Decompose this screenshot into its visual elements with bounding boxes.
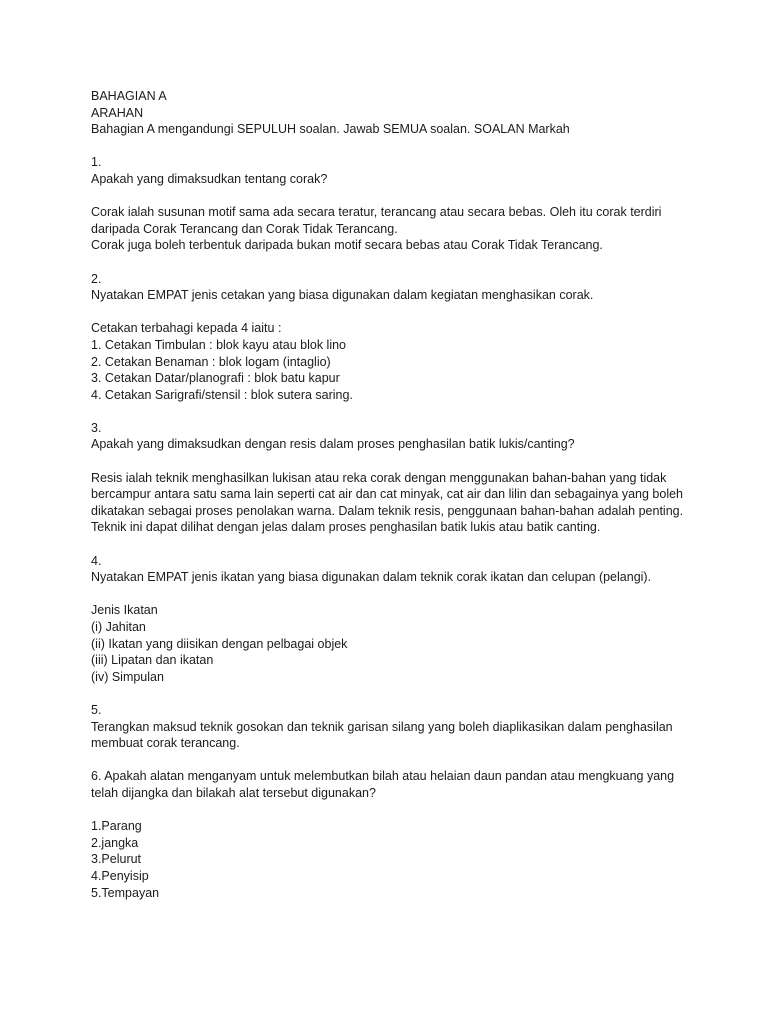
question-4-list-item: (i) Jahitan [91,620,146,634]
question-1-answer-line: Corak ialah susunan motif sama ada secara teratur, terancang atau secara bebas. Oleh itu corak terdiri [91,205,662,220]
question-2-list-item: 4. Cetakan Sarigrafi/stensil : blok sutera saring. [91,387,353,402]
spacer [91,453,711,470]
spacer [91,254,711,271]
question-1-text: Apakah yang dimaksudkan tentang corak? [91,171,328,186]
question-2-number: 2. [91,271,102,286]
question-5-text-line: Terangkan maksud teknik gosokan dan teknik garisan silang yang boleh diaplikasikan dalam penghasilan [91,719,673,734]
question-3-number: 3. [91,420,102,435]
question-3-text: Apakah yang dimaksudkan dengan resis dalam proses penghasilan batik lukis/canting? [91,437,575,452]
spacer [91,802,711,819]
question-3-answer-line: dikatakan sebagai proses penolakan warna. Dalam teknik resis, penggunaan bahan-bahan adalah penting. [91,503,684,518]
spacer [91,536,711,553]
question-3-answer-line: Teknik ini dapat dilihat dengan jelas dalam proses penghasilan batik lukis atau batik canting. [91,520,601,535]
question-4-list-item: (ii) Ikatan yang diisikan dengan pelbagai objek [91,636,348,651]
section-title: BAHAGIAN A [91,89,167,103]
question-2-intro: Cetakan terbahagi kepada 4 iaitu : [91,321,282,336]
spacer [91,586,711,603]
question-4-list-item: (iii) Lipatan dan ikatan [91,653,214,668]
question-4-intro: Jenis Ikatan [91,603,158,618]
instruction-text: Bahagian A mengandungi SEPULUH soalan. Jawab SEMUA soalan. SOALAN Markah [91,122,570,137]
spacer [91,138,711,155]
question-6-list-item: 5.Tempayan [91,885,160,900]
question-6-list-item: 2.jangka [91,835,139,850]
question-6-list-item: 1.Parang [91,819,142,834]
question-4-number: 4. [91,553,102,568]
question-4-list-item: (iv) Simpulan [91,669,164,684]
question-2-list-item: 2. Cetakan Benaman : blok logam (intaglio) [91,354,331,369]
spacer [91,685,711,702]
question-6-text-line: telah dijangka dan bilakah alat tersebut digunakan? [91,785,376,800]
question-5-number: 5. [91,702,102,717]
question-6-text-line: 6. Apakah alatan menganyam untuk melembutkan bilah atau helaian daun pandan atau mengkuang yang [91,769,675,784]
question-6-list-item: 3.Pelurut [91,852,142,867]
question-1-number: 1. [91,155,102,170]
question-3-answer-line: bercampur antara satu sama lain seperti cat air dan cat minyak, cat air dan lilin dan sebagainya yang boleh [91,487,684,502]
question-2-text: Nyatakan EMPAT jenis cetakan yang biasa digunakan dalam kegiatan menghasikan corak. [91,288,594,303]
question-1-answer-line: daripada Corak Terancang dan Corak Tidak Terancang. [91,221,398,236]
question-4-text: Nyatakan EMPAT jenis ikatan yang biasa digunakan dalam teknik corak ikatan dan celupan (pelangi). [91,570,652,585]
question-6-list-item: 4.Penyisip [91,868,149,883]
instruction-title: ARAHAN [91,105,144,120]
document-body [91,88,711,901]
spacer [91,752,711,769]
question-2-list-item: 1. Cetakan Timbulan : blok kayu atau blok lino [91,337,347,352]
question-1-answer-line: Corak juga boleh terbentuk daripada bukan motif secara bebas atau Corak Tidak Terancang. [91,238,603,253]
question-3-answer-line: Resis ialah teknik menghasilkan lukisan atau reka corak dengan menggunakan bahan-bahan yang tidak [91,470,667,485]
spacer [91,188,711,205]
spacer [91,304,711,321]
spacer [91,403,711,420]
question-5-text-line: membuat corak terancang. [91,736,240,751]
question-2-list-item: 3. Cetakan Datar/planografi : blok batu kapur [91,371,340,386]
